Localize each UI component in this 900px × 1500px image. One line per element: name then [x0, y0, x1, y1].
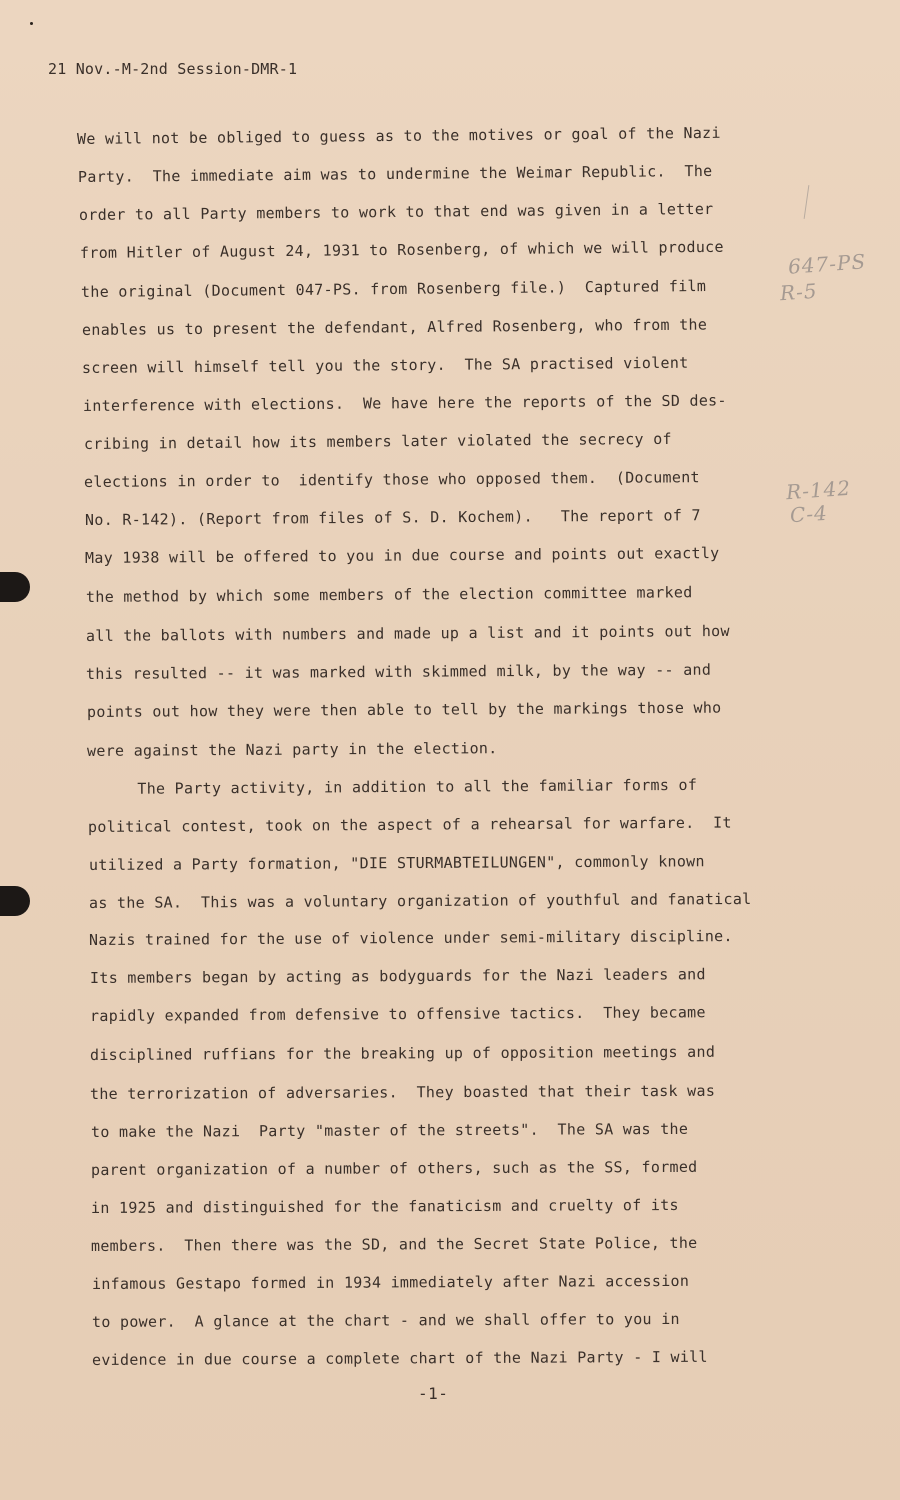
text-line: this resulted -- it was marked with skimmed milk, by the way -- and: [85, 660, 712, 683]
text-line: rapidly expanded from defensive to offensive tactics. They became: [89, 1003, 706, 1025]
text-line: Party. The immediate aim was to undermine the Weimar Republic. The: [77, 161, 713, 186]
text-line: The Party activity, in addition to all the familiar forms of: [99, 775, 698, 798]
binding-hole: [0, 572, 30, 602]
text-line: Nazis trained for the use of violence under semi-military discipline.: [88, 927, 733, 949]
margin-note-exhibit-ref: C-4: [789, 500, 829, 528]
text-line: members. Then there was the SD, and the Secret State Police, the: [90, 1233, 698, 1255]
text-line: utilized a Party formation, "DIE STURMABTEILUNGEN", commonly known: [88, 852, 705, 874]
margin-note-document-ref: 647-PS: [787, 249, 867, 279]
text-line: screen will himself tell you the story. The SA practised violent: [81, 353, 689, 377]
text-line: the original (Document 047-PS. from Rosenberg file.) Captured film: [80, 276, 707, 301]
session-header: 21 Nov.-M-2nd Session-DMR-1: [48, 60, 298, 78]
text-line: all the ballots with numbers and made up a list and it points out how: [85, 621, 730, 645]
text-line: to make the Nazi Party "master of the streets". The SA was the: [90, 1119, 689, 1141]
text-line: infamous Gestapo formed in 1934 immediately after Nazi accession: [91, 1271, 690, 1293]
text-line: enables us to present the defendant, Alfred Rosenberg, who from the: [81, 315, 708, 339]
text-line: order to all Party members to work to that end was given in a letter: [78, 199, 714, 224]
text-line: disciplined ruffians for the breaking up of opposition meetings and: [89, 1042, 716, 1064]
text-line: Its members began by acting as bodyguards for the Nazi leaders and: [89, 965, 706, 987]
text-line: No. R-142). (Report from files of S. D. Kochem). The report of 7: [84, 506, 701, 529]
text-line: We will not be obliged to guess as to the motives or goal of the Nazi: [76, 123, 721, 148]
text-line: in 1925 and distinguished for the fanaticism and cruelty of its: [90, 1195, 679, 1217]
margin-note-exhibit-ref: R-5: [779, 278, 819, 306]
page-number: -1-: [418, 1384, 449, 1403]
text-line: points out how they were then able to tell by the markings those who: [86, 698, 722, 721]
text-line: to power. A glance at the chart - and we shall offer to you in: [91, 1309, 680, 1331]
margin-note-document-ref: R-142: [785, 475, 852, 505]
text-line: political contest, took on the aspect of a rehearsal for warfare. It: [87, 813, 732, 836]
binding-hole: [0, 886, 30, 916]
text-line: evidence in due course a complete chart of the Nazi Party - I will: [91, 1347, 708, 1369]
text-line: the terrorization of adversaries. They boasted that their task was: [89, 1081, 716, 1103]
text-line: cribing in detail how its members later violated the secrecy of: [83, 429, 672, 453]
text-line: parent organization of a number of others, such as the SS, formed: [90, 1157, 698, 1179]
text-line: as the SA. This was a voluntary organization of youthful and fanatical: [88, 889, 752, 912]
text-line: from Hitler of August 24, 1931 to Rosenberg, of which we will produce: [79, 237, 724, 262]
text-line: interference with elections. We have here the reports of the SD des-: [82, 391, 727, 415]
text-line: were against the Nazi party in the election.: [86, 739, 498, 760]
text-line: the method by which some members of the election committee marked: [85, 583, 693, 606]
text-line: May 1938 will be offered to you in due course and points out exactly: [84, 544, 720, 567]
text-line: elections in order to identify those who opposed them. (Document: [83, 468, 700, 491]
